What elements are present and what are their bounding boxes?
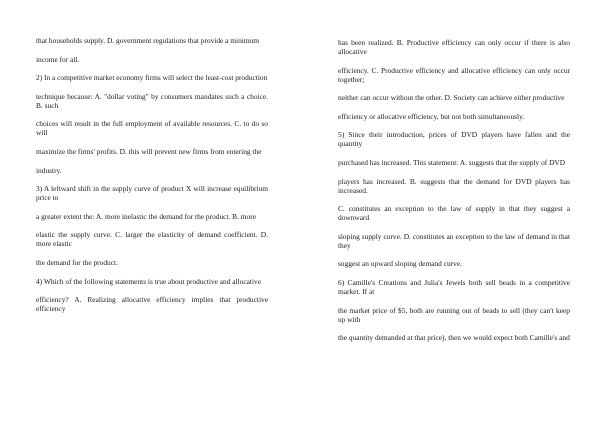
left-column bbox=[36, 36, 268, 323]
text-line: 3) A leftward shift in the supply curve of product X will increase equilibrium price to bbox=[36, 184, 268, 203]
text-line: elastic the supply curve. C. larger the elasticity of demand coefficient. D. more elastic bbox=[36, 230, 268, 249]
text-line: players has increased. B. suggests that the demand for DVD players has increased. bbox=[338, 176, 570, 195]
text-line: the demand for the product. bbox=[36, 257, 118, 267]
text-line: that households supply. D. government regulations that provide a minimum bbox=[36, 36, 260, 45]
text-line: 4) Which of the following statements is true about productive and allocative bbox=[36, 276, 262, 286]
text-line: 6) Camille's Creations and Julia's Jewels both sell beads in a competitive market. If at bbox=[338, 277, 570, 296]
text-line: industry. bbox=[36, 165, 62, 175]
text-line: 5) Since their introduction, prices of DVD players have fallen and the quantity bbox=[338, 130, 570, 149]
right-column bbox=[338, 38, 570, 352]
text-line: efficiency or allocative efficiency, but not both simultaneously. bbox=[338, 111, 525, 121]
text-line: purchased has increased. This statement: A. suggests that the supply of DVD bbox=[338, 157, 566, 167]
text-line: choices will result in the full employment of available resources. C. to do so will bbox=[36, 119, 268, 138]
text-line: suggest an upward sloping demand curve. bbox=[338, 259, 462, 269]
text-line: maximize the firms' profits. D. this will prevent new firms from entering the bbox=[36, 146, 262, 156]
text-line: the quantity demanded at that price), then we would expect both Camille's and bbox=[338, 333, 570, 343]
text-line: neither can occur without the other. D. Society can achieve either productive bbox=[338, 93, 565, 103]
text-line: technique because: A. "dollar voting" by consumers mandates such a choice. B. such bbox=[36, 91, 268, 110]
text-line: income for all. bbox=[36, 54, 80, 64]
text-line: C. constitutes an exception to the law of supply in that they suggest a downward bbox=[338, 204, 570, 223]
text-line: 2) In a competitive market economy firms will select the least-cost production bbox=[36, 73, 268, 83]
text-line: sloping supply curve. D. constitutes an exception to the law of demand in that they bbox=[338, 231, 570, 250]
text-line: the market price of $5, both are running out of beads to sell (they can't keep up with bbox=[338, 305, 570, 324]
text-line: efficiency? A. Realizing allocative efficiency implies that productive efficiency bbox=[36, 295, 268, 314]
text-line: efficiency. C. Productive efficiency and allocative efficiency can only occur together; bbox=[338, 65, 570, 84]
text-line: a greater extent the: A. more inelastic the demand for the product. B. more bbox=[36, 211, 256, 221]
text-line: has been realized. B. Productive efficiency can only occur if there is also allocative bbox=[338, 38, 570, 56]
